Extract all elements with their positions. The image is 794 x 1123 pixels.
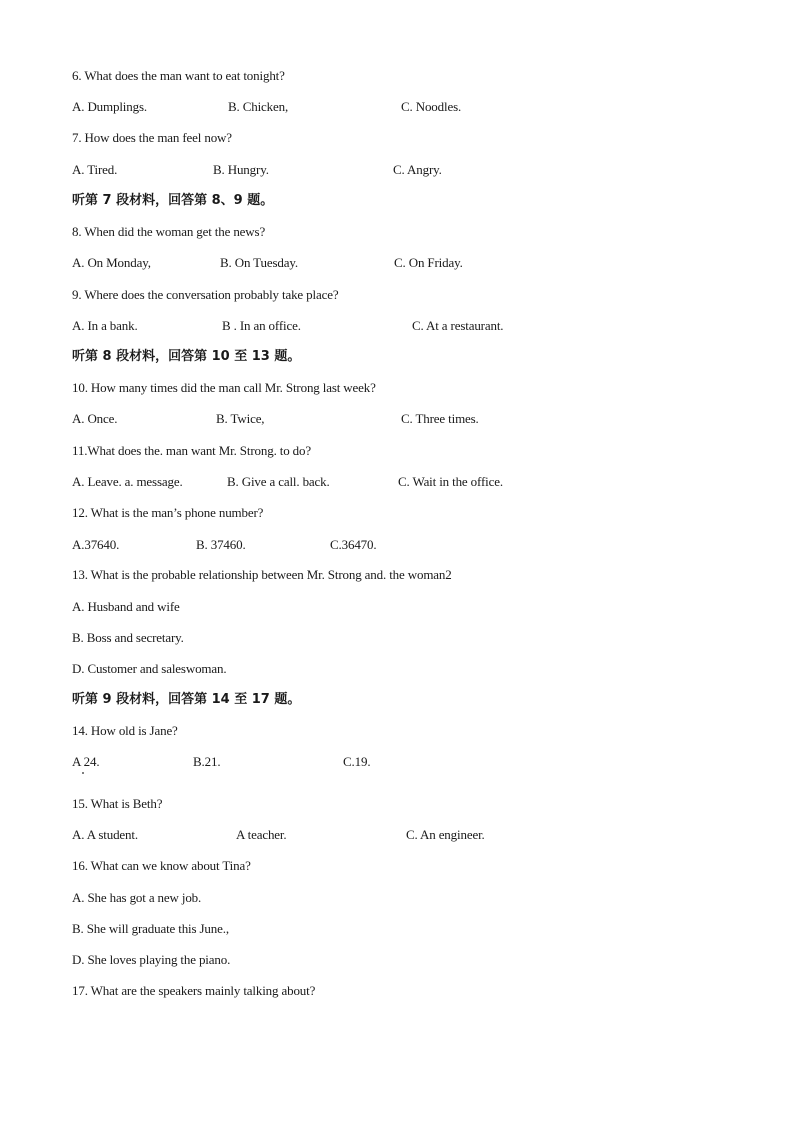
- q6-option-c: C. Noodles.: [401, 99, 462, 114]
- q11-option-c: C. Wait in the office.: [398, 474, 503, 489]
- q13-option-d: D. Customer and saleswoman.: [72, 661, 227, 676]
- q7-option-b: B. Hungry.: [213, 162, 269, 177]
- section-heading-8: 听第 8 段材料，回答第 10 至 13 题。: [72, 349, 301, 364]
- q10-option-a: A. Once.: [72, 411, 118, 426]
- q12-option-c: C.36470.: [330, 537, 377, 552]
- q16-option-b: B. She will graduate this June.,: [72, 921, 229, 936]
- question-17: 17. What are the speakers mainly talking about?: [72, 983, 316, 998]
- q8-option-c: C. On Friday.: [394, 255, 463, 270]
- q11-option-a: A. Leave. a. message.: [72, 474, 183, 489]
- q11-option-b: B. Give a call. back.: [227, 474, 330, 489]
- q8-option-b: B. On Tuesday.: [220, 255, 298, 270]
- question-16: 16. What can we know about Tina?: [72, 858, 251, 873]
- q7-option-a: A. Tired.: [72, 162, 118, 177]
- q16-option-d: D. She loves playing the piano.: [72, 952, 231, 967]
- q13-option-a: A. Husband and wife: [72, 599, 180, 614]
- q10-option-c: C. Three times.: [401, 411, 479, 426]
- q14-option-a: A 24.: [72, 754, 100, 769]
- question-7: 7. How does the man feel now?: [72, 130, 232, 145]
- q15-option-b: A teacher.: [236, 827, 287, 842]
- q13-option-b: B. Boss and secretary.: [72, 630, 184, 645]
- question-9: 9. Where does the conversation probably take place?: [72, 287, 339, 302]
- q9-option-c: C. At a restaurant.: [412, 318, 504, 333]
- q12-option-b: B. 37460.: [196, 537, 246, 552]
- question-14: 14. How old is Jane?: [72, 723, 178, 738]
- question-12: 12. What is the man’s phone number?: [72, 505, 264, 520]
- q15-option-c: C. An engineer.: [406, 827, 485, 842]
- q6-option-b: B. Chicken,: [228, 99, 289, 114]
- q9-option-b: B . In an office.: [222, 318, 301, 333]
- q8-option-a: A. On Monday,: [72, 255, 151, 270]
- section-heading-7: 听第 7 段材料，回答第 8、9 题。: [72, 193, 274, 208]
- q10-option-b: B. Twice,: [216, 411, 265, 426]
- question-13: 13. What is the probable relationship between Mr. Strong and. the woman2: [72, 567, 452, 582]
- question-11: 11.What does the. man want Mr. Strong. to do?: [72, 443, 312, 458]
- question-6: 6. What does the man want to eat tonight?: [72, 68, 285, 83]
- q14-option-b: B.21.: [193, 754, 221, 769]
- question-10: 10. How many times did the man call Mr. Strong last week?: [72, 380, 376, 395]
- section-heading-9: 听第 9 段材料，回答第 14 至 17 题。: [72, 692, 301, 707]
- q12-option-a: A.37640.: [72, 537, 120, 552]
- q14-option-c: C.19.: [343, 754, 371, 769]
- q7-option-c: C. Angry.: [393, 162, 442, 177]
- q6-option-a: A. Dumplings.: [72, 99, 147, 114]
- q15-option-a: A. A student.: [72, 827, 138, 842]
- question-15: 15. What is Beth?: [72, 796, 163, 811]
- stray-mark: [82, 772, 84, 774]
- q16-option-a: A. She has got a new job.: [72, 890, 202, 905]
- question-8: 8. When did the woman get the news?: [72, 224, 266, 239]
- q9-option-a: A. In a bank.: [72, 318, 138, 333]
